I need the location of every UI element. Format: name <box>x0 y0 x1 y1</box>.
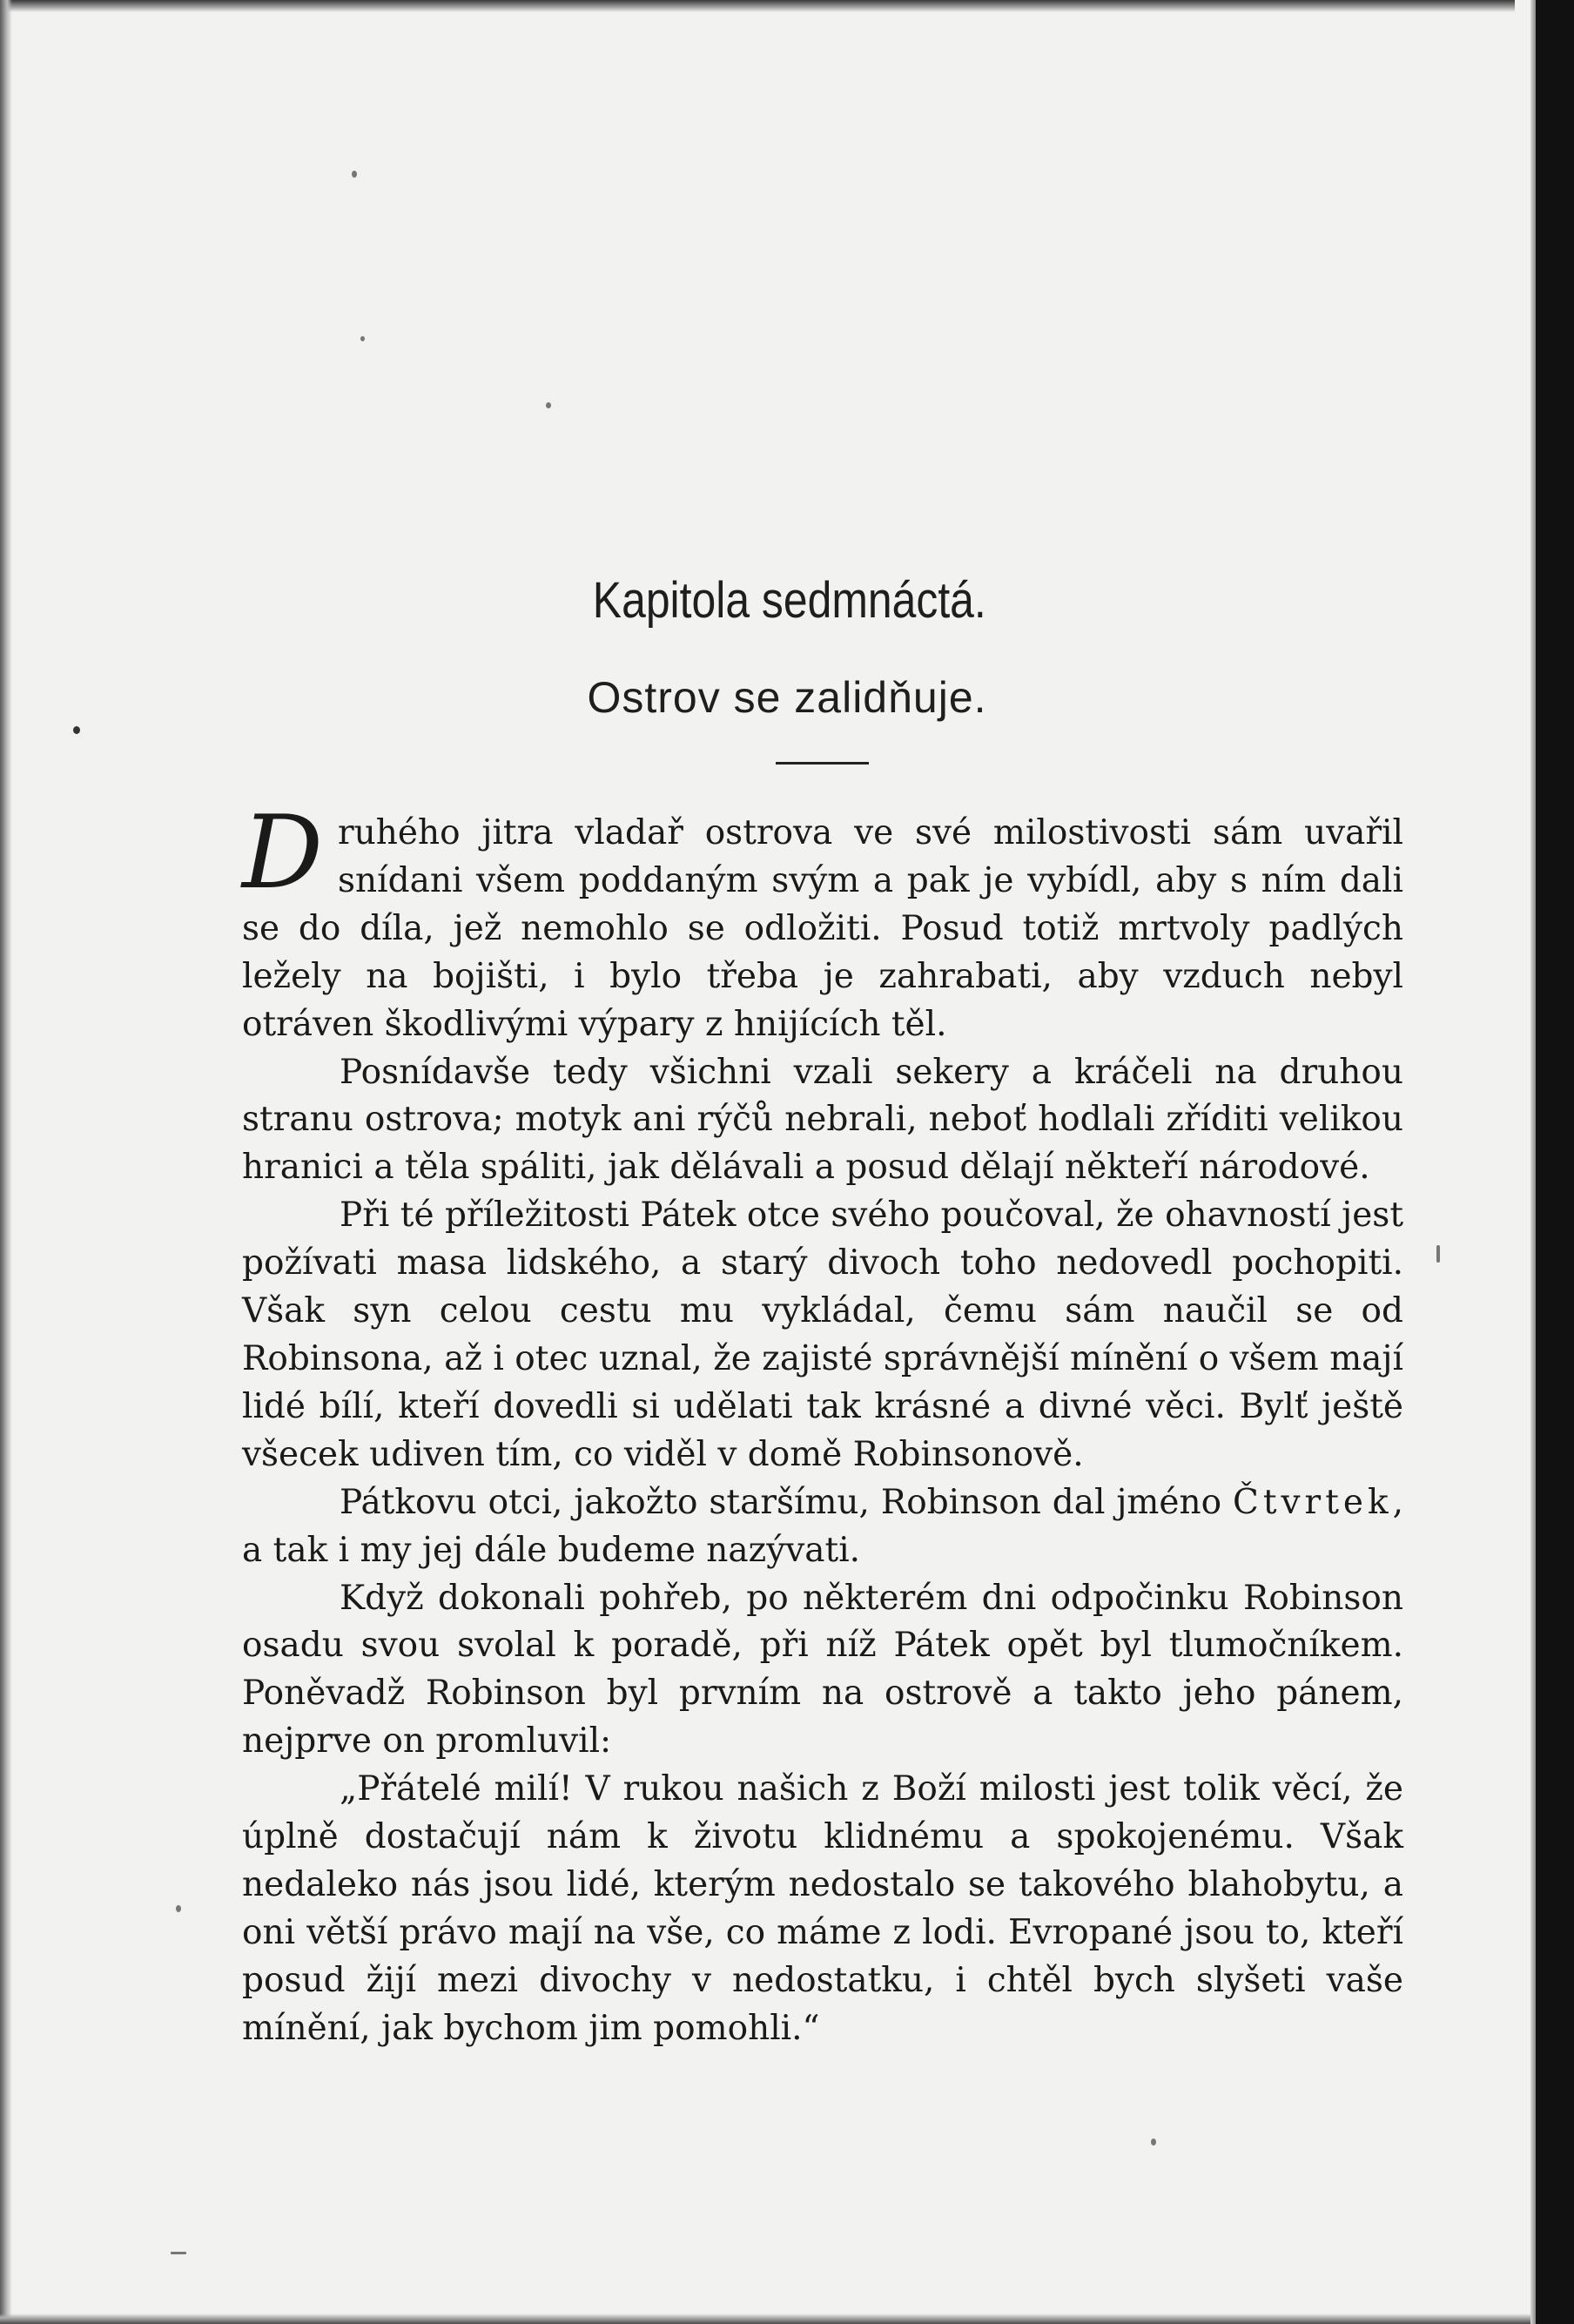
paper-speck <box>360 336 365 341</box>
paper-speck <box>546 402 551 408</box>
paper-speck <box>176 1905 181 1912</box>
paragraph-text: Pátkovu otci, jakožto staršímu, Robinson dal jméno <box>340 1482 1222 1522</box>
paper-speck <box>73 726 80 734</box>
paragraph <box>242 1479 1403 1575</box>
chapter-title: Kapitola sedmnáctá. <box>592 572 986 629</box>
title-rule <box>776 762 869 765</box>
paragraph: „Přátelé milí! V rukou našich z Boží milosti jest tolik věcí, že úplně dostačují nám k životu klidnému a spokojenému. Však nedaleko nás jsou lidé, kterým nedostalo se takového blahobytu, a oni větší právo mají na vše, co máme z lodi. Evropané jsou to, kteří posud žijí mezi divochy v nedostatku, i chtěl bych slyšeti vaše mínění, jak bychom jim pomohli.“ <box>242 1769 1403 2048</box>
scan-edge-left <box>0 0 12 2324</box>
scan-edge-bottom <box>0 2314 1532 2324</box>
paragraph: Posnídavše tedy všichni vzali sekery a kráčeli na druhou stranu ostrova; motyk ani rýčů nebrali, neboť hodlali zříditi velikou hranici a těla spáliti, jak dělávali a posud dělají někteří národové. <box>242 1052 1403 1188</box>
scan-edge-right-band <box>1536 0 1574 2324</box>
paper-speck <box>1151 2139 1156 2145</box>
paper-speck <box>1436 1245 1440 1263</box>
drop-cap: D <box>242 794 324 912</box>
paragraph: Když dokonali pohřeb, po některém dni odpočinku Robinson osadu svou svolal k poradě, při níž Pátek opět byl tlumočníkem. Poněvadž Robinson byl prvním na ostrově a takto jeho pánem, nejprve on promluvil: <box>242 1578 1403 1762</box>
chapter-body <box>242 794 1403 2053</box>
paper-speck <box>171 2252 186 2254</box>
scan-edge-top <box>0 0 1515 12</box>
paper-speck <box>352 171 357 178</box>
paragraph-text: ruhého jitra vladař ostrova ve své milostivosti sám uvařil snídani všem poddaným svým a pak je vybídl, aby s ním dali se do díla, jež nemohlo se odložiti. Posud totiž mrtvoly padlých ležely na bojišti, i bylo třeba je zahrabati, aby vzduch nebyl otráven škodlivými výpary z hnijících těl. <box>242 813 1403 1044</box>
chapter-subtitle: Ostrov se zalidňuje. <box>587 673 987 722</box>
paragraph: Při té příležitosti Pátek otce svého poučoval, že ohavností jest požívati masa lidského, a starý divoch toho nedovedl pochopiti. Však syn celou cestu mu vykládal, čemu sám naučil se od Robinsona, až i otec uznal, že zajisté správnější mínění o všem mají lidé bílí, kteří dovedli si udělati tak krásné a divné věci. Bylť ještě všecek udiven tím, co viděl v domě Robinsonově. <box>242 1196 1403 1474</box>
paragraph <box>242 794 1403 1049</box>
emphasized-name: Čtvrtek <box>1233 1482 1393 1522</box>
paragraph-text: , a tak i my jej dále budeme nazývati. <box>242 1482 1403 1570</box>
